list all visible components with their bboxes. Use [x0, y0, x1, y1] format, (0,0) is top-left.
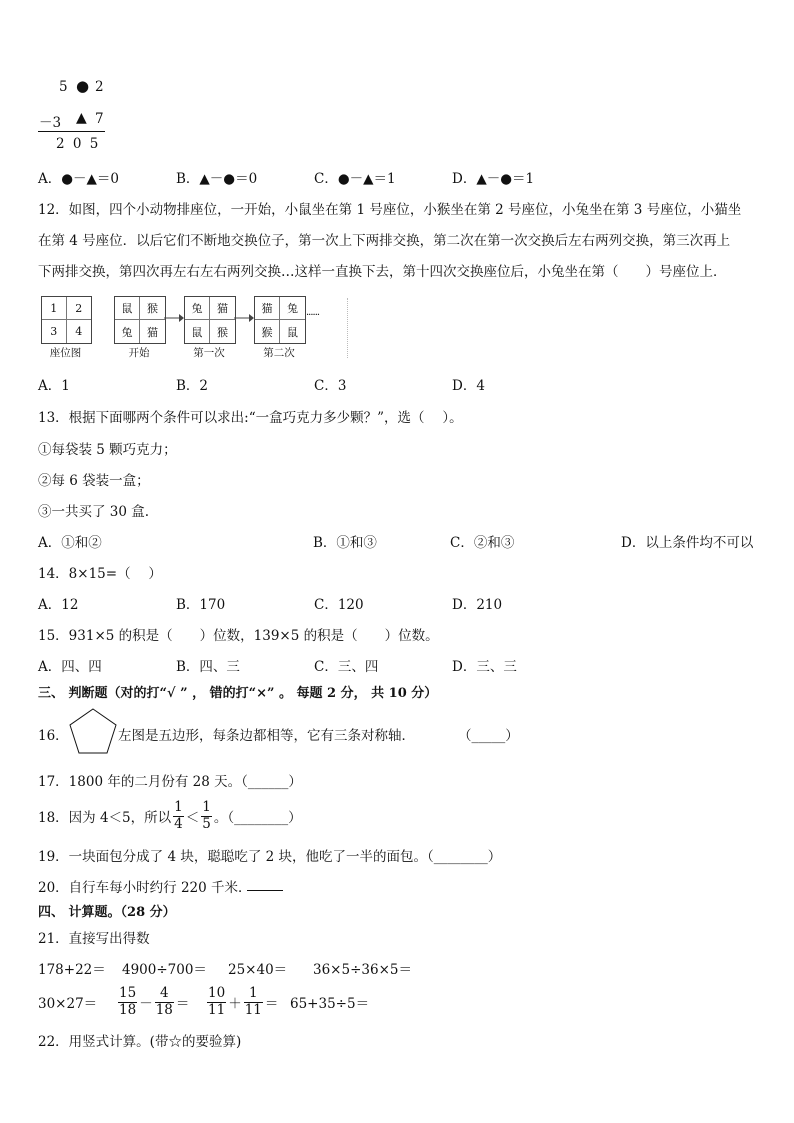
q14-stem: 14．8×15=（ ） [38, 566, 162, 582]
denominator: 18 [119, 1001, 137, 1018]
q21-stem: 21．直接写出得数 [38, 931, 150, 947]
q14-option-c[interactable]: C．120 [314, 597, 364, 613]
seat-cell: 兔 [115, 320, 140, 343]
continuation-dots: ······ [306, 310, 320, 321]
seat-cell: 鼠 [185, 320, 210, 343]
q13-option-a[interactable]: A．①和② [38, 535, 102, 551]
second-swap-grid [254, 296, 306, 344]
q13-option-c[interactable]: C．②和③ [450, 535, 515, 551]
q17-text: 17．1800 年的二月份有 28 天。（______） [38, 774, 302, 790]
q18-f2-numerator: 1 [202, 798, 211, 815]
q12-stem-line3: 下两排交换，第四次再左右左右两列交换…这样一直换下去，第十四次交换座位后，小兔坐在第（ ）号座位上． [38, 264, 727, 280]
q21-expr-2: 4900÷700＝ [122, 962, 207, 978]
q15-option-d[interactable]: D．三、三 [452, 659, 517, 675]
q20-text: 20．自行车每小时约行 220 千米． [38, 880, 252, 896]
section-4-title: 四、 计算题。（28 分） [38, 905, 176, 920]
q11-digit-7: 7 [95, 111, 104, 127]
q18-line [38, 796, 302, 836]
q11-result: 2 0 5 [56, 136, 101, 152]
arrow-icon [234, 312, 254, 324]
q11-option-b[interactable]: B．▲－●＝0 [176, 171, 258, 187]
denominator: 11 [244, 1001, 262, 1018]
q11-circle-symbol: ● [76, 77, 90, 95]
q15-option-b[interactable]: B．四、三 [176, 659, 240, 675]
q11-minus-3: －3 [39, 115, 62, 131]
numerator: 15 [119, 984, 137, 1001]
q21-fb-2 [244, 986, 263, 1018]
first-swap-grid [184, 296, 236, 344]
q12-stem-line2: 在第 4 号座位．以后它们不断地交换位子，第一次上下两排交换，第二次在第一次交换后左右两列交换，第三次再上 [38, 233, 731, 249]
numerator: 1 [244, 986, 263, 1003]
q14-option-a[interactable]: A．12 [38, 597, 79, 613]
q11-option-a[interactable]: A．●－▲＝0 [38, 171, 119, 187]
q16-number: 16． [38, 728, 69, 744]
section-3-title: 三、 判断题（对的打“√ ” ， 错的打“×” 。 每题 2 分， 共 10 分） [38, 686, 438, 701]
equals: ＝ [264, 996, 279, 1012]
q21-fb-1 [207, 986, 226, 1018]
q14-option-b[interactable]: B．170 [176, 597, 226, 613]
q11-rule [38, 131, 105, 132]
seat-cell: 兔 [185, 297, 210, 320]
denominator: 18 [155, 1001, 173, 1018]
q12-option-b[interactable]: B．2 [176, 378, 209, 394]
q21-expr-4: 36×5÷36×5＝ [313, 962, 412, 978]
q21-expr-3: 25×40＝ [228, 962, 288, 978]
seat-cell: 猫 [210, 297, 235, 320]
figure-edge [347, 298, 349, 358]
seat-map-caption: 座位图 [49, 347, 82, 359]
q18-f1-denominator: 4 [174, 815, 183, 832]
q11-digit-2: 2 [95, 79, 104, 95]
q16-answer-blank[interactable]: （_____） [458, 728, 519, 744]
operator: ＋ [228, 996, 242, 1012]
numerator: 10 [208, 984, 226, 1001]
q12-option-d[interactable]: D．4 [452, 378, 485, 394]
first-swap-caption: 第一次 [193, 347, 225, 359]
q11-option-d[interactable]: D．▲－●＝1 [452, 171, 535, 187]
seat-cell: 兔 [280, 297, 305, 320]
q18-less-than: ＜ [185, 810, 200, 826]
q15-option-c[interactable]: C．三、四 [314, 659, 379, 675]
seat-cell: 2 [67, 297, 92, 320]
q18-answer-blank[interactable]: 。（________） [213, 810, 302, 826]
q13-condition-1: ①每袋装 5 颗巧克力； [38, 442, 177, 458]
seat-cell: 1 [42, 297, 67, 320]
q13-option-d[interactable]: D．以上条件均不可以 [621, 535, 754, 551]
q16-text: 左图是五边形，每条边都相等，它有三条对称轴． [118, 728, 415, 744]
q21-fraction-subtraction [116, 981, 189, 1023]
pentagon-icon [68, 707, 118, 755]
q18-f1-numerator: 1 [174, 798, 183, 815]
seat-cell: 3 [42, 320, 67, 343]
denominator: 11 [208, 1001, 226, 1018]
seat-cell: 猫 [147, 325, 158, 339]
seat-cell: 鼠 [287, 325, 298, 339]
seat-cell: 猴 [217, 325, 228, 339]
start-grid [114, 296, 166, 344]
q14-option-d[interactable]: D．210 [452, 597, 503, 613]
q13-option-b[interactable]: B．①和③ [313, 535, 377, 551]
seat-cell: 猴 [140, 297, 165, 320]
q21-expr-5: 30×27＝ [38, 996, 98, 1012]
q21-expr-1: 178+22＝ [38, 962, 106, 978]
q21-expr-8: 65+35÷5＝ [290, 996, 370, 1012]
operator: － [139, 996, 153, 1012]
q19-text: 19．一块面包分成了 4 块，聪聪吃了 2 块，他吃了一半的面包。（________） [38, 849, 502, 865]
q15-option-a[interactable]: A．四、四 [38, 659, 102, 675]
second-swap-caption: 第二次 [263, 347, 295, 359]
seat-map-grid [41, 296, 92, 344]
seat-cell: 4 [75, 325, 83, 338]
q18-fraction-1 [173, 800, 184, 832]
q12-option-c[interactable]: C．3 [314, 378, 347, 394]
q22-stem: 22．用竖式计算。(带☆的要验算) [38, 1034, 242, 1050]
numerator: 4 [155, 986, 174, 1003]
q18-prefix: 18．因为 4＜5，所以 [38, 810, 172, 826]
q12-stem-line1: 12．如图，四个小动物排座位，一开始，小鼠坐在第 1 号座位，小猴坐在第 2 号座位，小兔坐在第 3 号座位，小猫坐 [38, 202, 742, 218]
start-caption: 开始 [128, 347, 150, 359]
q21-fa-1 [118, 986, 137, 1018]
q20-answer-blank[interactable] [247, 889, 283, 891]
q13-condition-2: ②每 6 袋装一盒； [38, 473, 150, 489]
q18-f2-denominator: 5 [202, 815, 211, 832]
q11-digit-5: 5 [59, 79, 68, 95]
q13-stem: 13．根据下面哪两个条件可以求出:“一盒巧克力多少颗？”，选（ ）。 [38, 410, 463, 426]
equals: ＝ [175, 996, 190, 1012]
seat-cell: 鼠 [115, 297, 140, 320]
arrow-icon [164, 312, 184, 324]
q12-option-a[interactable]: A．1 [38, 378, 70, 394]
q11-triangle-symbol: ▲ [76, 110, 87, 126]
seat-cell: 猫 [255, 297, 280, 320]
q18-fraction-2 [201, 800, 212, 832]
q11-option-c[interactable]: C．●－▲＝1 [314, 171, 396, 187]
q13-condition-3: ③一共买了 30 盒. [38, 504, 150, 520]
seat-cell: 猴 [255, 320, 280, 343]
q15-stem: 15．931×5 的积是（ ）位数，139×5 的积是（ ）位数。 [38, 628, 439, 644]
q21-fa-2 [155, 986, 174, 1018]
q21-fraction-addition [205, 981, 278, 1023]
